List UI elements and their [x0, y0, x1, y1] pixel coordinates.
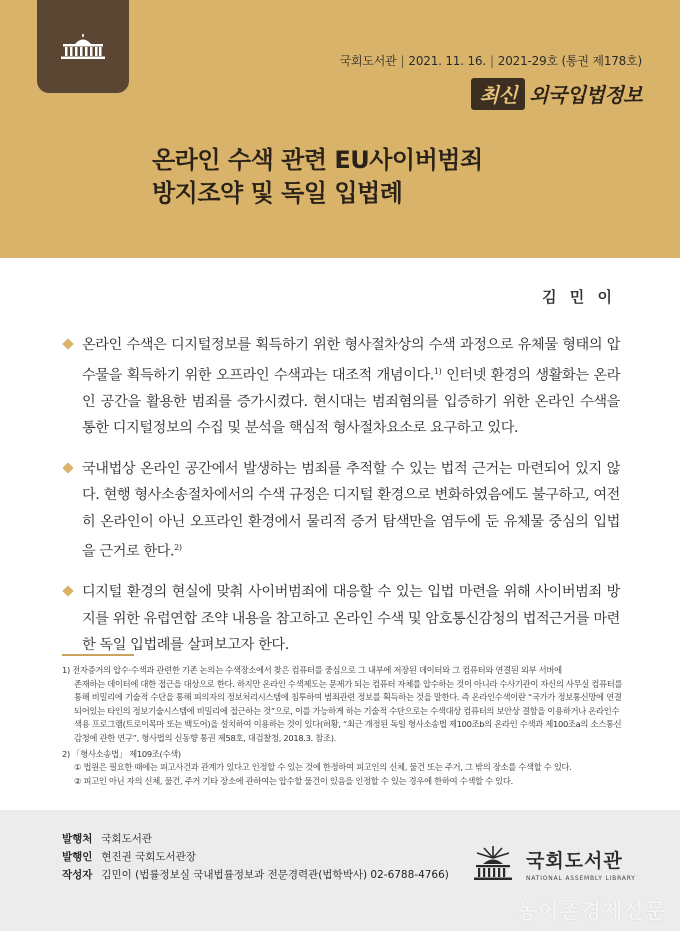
- footnotes: [62, 664, 624, 790]
- watermark: 농어촌경제신문: [516, 899, 666, 923]
- bullet-text: 디지털 환경의 현실에 맞춰 사이버범죄에 대응할 수 있는 입법 마련을 위해 사이버범죄 방지를 위한 유럽연합 조약 내용을 참고하고 온라인 수색 및 암호통신감청의 법적근거를 마련한 독일 입법례를 살펴보고자 한다.: [82, 584, 620, 654]
- bullet-text-after: 인터넷 환경의 생활화는 온라인 공간을 활용한 범죄를 증가시켰다. 현시대는 범죄혐의를 입증하기 위한 온라인 수색을 통한 디지털정보의 수집 및 분석을 핵심적 형사절차요소로 요구하고 있다.: [82, 367, 620, 437]
- author-name: 김 민 이: [542, 288, 616, 306]
- library-logo-icon: [470, 844, 516, 884]
- title-line-1: 온라인 수색 관련 EU사이버범죄: [152, 146, 483, 174]
- publication-info: [62, 830, 449, 884]
- logo-tab: [37, 0, 129, 93]
- series-title: [471, 78, 642, 110]
- series-name: 외국입법정보: [529, 83, 642, 107]
- footer: [0, 810, 680, 931]
- series-badge: 최신: [471, 78, 525, 110]
- footnote-1-lead: 1) 전자증거의 압수·수색과 관련한 기존 논의는 수색장소에서 찾은 컴퓨터를 중심으로 그 내부에 저장된 데이터와 그 컴퓨터와 연결된 외부 서버에: [62, 665, 562, 675]
- publisher-name: 국회도서관: [339, 54, 397, 68]
- national-assembly-building-icon: [57, 34, 109, 60]
- publisher-label: 발행인: [62, 851, 93, 863]
- footnote-2-lead: 2) 「형사소송법」 제109조(수색): [62, 748, 181, 759]
- footnote-1-body: 존재하는 데이터에 대한 접근을 대상으로 한다. 하지만 온라인 수색제도는 문제가 되는 컴퓨터 자체를 압수하는 것이 아니라 수사기관이 자신의 사무실 컴퓨터를 통해 비밀리에 기술적 수단을 통해 피의자의 정보처리시스템에 침투하여 범죄관련 정보를 획득하는 것을 말한다. 즉 온라인수색이란 “국가가 정보통신망에 연결되어있는 타인의 정보기술시스템에 비밀리에 접근하는 것”으로, 이를 가능하게 하는 기술적 수단으로는 수색대상 컴퓨터의 보안상 결함을 이용하거나 온라인수색용 프로그램(트로이목마 또는 백도어)을 설치하여 이용하는 것이 있다(허황, “최근 개정된 독일 형사소송법 제100조b의 온라인 수색과 제100조a의 소스통신감청에 관한 연구”, 형사법의 신동향 통권 제58호, 대검찰청, 2018.3. 참조).: [74, 678, 623, 743]
- bullet-item: [62, 332, 620, 442]
- library-name-english: NATIONAL ASSEMBLY LIBRARY: [526, 875, 636, 882]
- header-band: [0, 0, 680, 258]
- summary-bullets: [62, 332, 620, 673]
- issuer-value: 국회도서관: [101, 833, 153, 845]
- issuer-label: 발행처: [62, 833, 93, 845]
- issue-number: 2021-29호 (통권 제178호): [497, 54, 642, 68]
- bullet-text: 국내법상 온라인 공간에서 발생하는 범죄를 추적할 수 있는 법적 근거는 마련되어 있지 않다. 현행 형사소송절차에서의 수색 규정은 디지털 환경으로 변화하였음에도 불구하고, 여전히 온라인이 아닌 오프라인 환경에서 물리적 증거 탐색만을 염두에 둔 유체물 중심의 입법을 근거로 한다.: [82, 460, 620, 560]
- bullet-item: [62, 579, 620, 659]
- footnote-2: [62, 748, 624, 789]
- diamond-bullet-icon: [62, 338, 73, 349]
- footnote-divider: [62, 654, 134, 656]
- footnote-2-sub-1: ① 법원은 필요한 때에는 피고사건과 관계가 있다고 인정할 수 있는 것에 한정하여 피고인의 신체, 물건 또는 주거, 그 밖의 장소를 수색할 수 있다.: [74, 762, 572, 773]
- footnote-ref[interactable]: 1): [433, 366, 442, 376]
- title-line-2: 방지조약 및 독일 입법례: [152, 179, 403, 207]
- library-logo: [470, 844, 636, 884]
- bullet-text: 온라인 수색은 디지털정보를 획득하기 위한 형사절차상의 수색 과정으로 유체물 형태의 압수물을 획득하기 위한 오프라인 수색과는 대조적 개념이다.: [82, 337, 620, 384]
- footnote-2-sub-2: ② 피고인 아닌 자의 신체, 물건, 주거 기타 장소에 관하여는 압수할 물건이 있음을 인정할 수 있는 경우에 한하여 수색할 수 있다.: [74, 775, 513, 786]
- issue-info: 국회도서관 | 2021. 11. 16. | 2021-29호 (통권 제178호): [339, 54, 642, 68]
- writer-label: 작성자: [62, 869, 93, 881]
- footnote-1: [62, 664, 624, 746]
- publisher-value: 현진권 국회도서관장: [101, 851, 196, 863]
- library-name-korean: 국회도서관: [526, 850, 623, 872]
- page-title: [152, 144, 483, 210]
- diamond-bullet-icon: [62, 586, 73, 597]
- writer-value: 김민이 (법률정보실 국내법률정보과 전문경력관(법학박사) 02-6788-4766): [101, 869, 449, 881]
- footnote-ref[interactable]: 2): [174, 543, 182, 553]
- bullet-item: [62, 456, 620, 566]
- diamond-bullet-icon: [62, 462, 73, 473]
- issue-date: 2021. 11. 16.: [408, 54, 486, 68]
